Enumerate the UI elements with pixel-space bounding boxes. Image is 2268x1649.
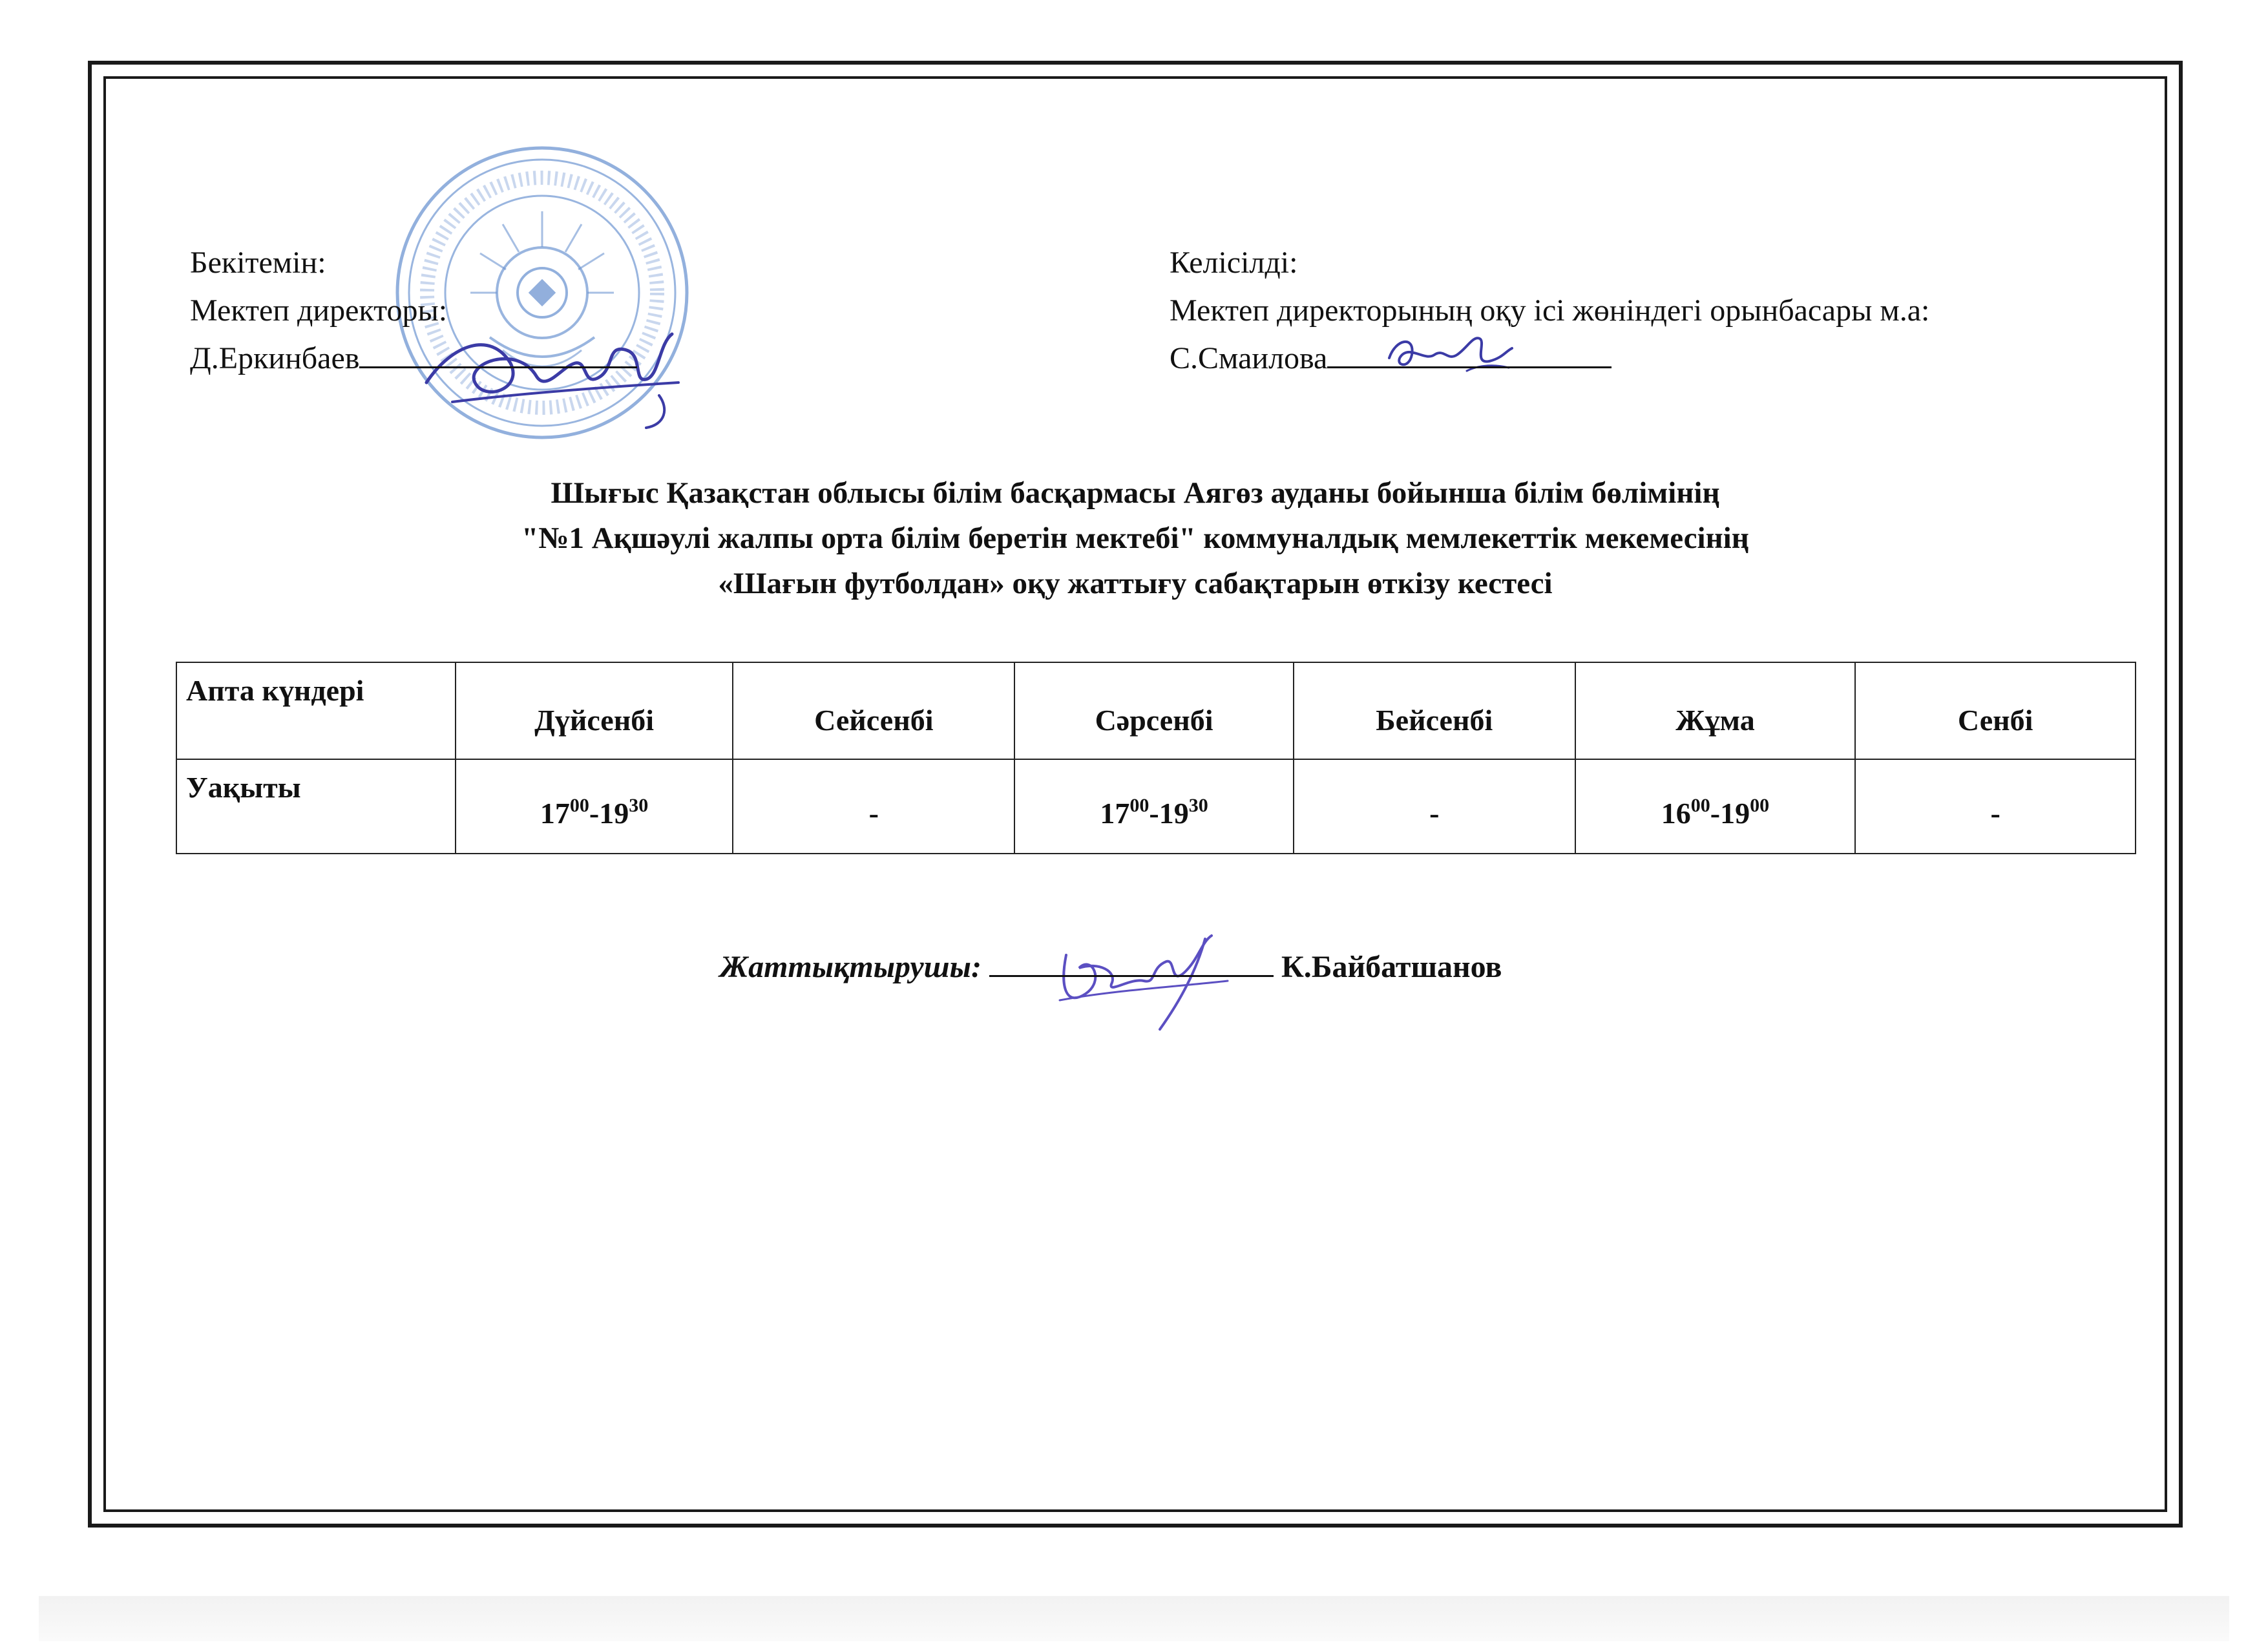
coach-signature-line bbox=[989, 975, 1274, 977]
day-cell-wednesday: Сәрсенбі bbox=[1014, 662, 1294, 759]
approval-right-line1: Келісілді: bbox=[1170, 246, 1298, 280]
time-cell-tuesday: - bbox=[733, 759, 1014, 854]
coach-name: К.Байбатшанов bbox=[1281, 950, 1502, 984]
document-title bbox=[103, 470, 2167, 606]
schedule-table bbox=[176, 662, 2136, 854]
days-row-label: Апта күндері bbox=[176, 662, 456, 759]
day-cell-thursday: Бейсенбі bbox=[1294, 662, 1575, 759]
approval-right-line2: Мектеп директорының оқу ісі жөніндегі орынбасары м.а: bbox=[1170, 293, 1930, 328]
title-line2: "№1 Ақшәулі жалпы орта білім беретін мектебі" коммуналдық мемлекеттік мекемесінің bbox=[521, 521, 1749, 555]
time-cell-friday: $16^{00}-19^{00}$ bbox=[1575, 759, 1856, 854]
title-line1: Шығыс Қазақстан облысы білім басқармасы Аягөз ауданы бойынша білім бөлімінің bbox=[551, 476, 1720, 510]
approval-block-right bbox=[1170, 239, 1929, 383]
title-line3: «Шағын футболдан» оқу жаттығу сабақтарын өткізу кестесі bbox=[718, 567, 1553, 600]
time-cell-monday: $17^{00}-19^{30}$ bbox=[456, 759, 733, 854]
time-cell-wednesday: $17^{00}-19^{30}$ bbox=[1014, 759, 1294, 854]
approval-left-line3 bbox=[190, 335, 637, 383]
approval-block-left bbox=[190, 239, 637, 383]
approval-left-line1: Бекітемін: bbox=[190, 246, 326, 280]
approval-right-line3 bbox=[1170, 335, 1929, 383]
director-name: Д.Еркинбаев bbox=[190, 341, 360, 375]
days-row bbox=[176, 662, 2136, 759]
day-cell-friday: Жұма bbox=[1575, 662, 1856, 759]
approval-left-line2: Мектеп директоры: bbox=[190, 293, 448, 328]
day-cell-tuesday: Сейсенбі bbox=[733, 662, 1014, 759]
times-row bbox=[176, 759, 2136, 854]
time-cell-thursday: - bbox=[1294, 759, 1575, 854]
day-cell-saturday: Сенбі bbox=[1855, 662, 2136, 759]
scan-shadow bbox=[39, 1596, 2229, 1641]
time-cell-saturday: - bbox=[1855, 759, 2136, 854]
director-signature-line bbox=[359, 366, 637, 368]
deputy-name: С.Смаилова bbox=[1170, 341, 1328, 375]
day-cell-monday: Дүйсенбі bbox=[456, 662, 733, 759]
times-row-label: Уақыты bbox=[176, 759, 456, 854]
coach-label: Жаттықтырушы: bbox=[720, 950, 982, 984]
coach-line bbox=[720, 945, 1502, 990]
deputy-signature-line bbox=[1327, 366, 1612, 368]
